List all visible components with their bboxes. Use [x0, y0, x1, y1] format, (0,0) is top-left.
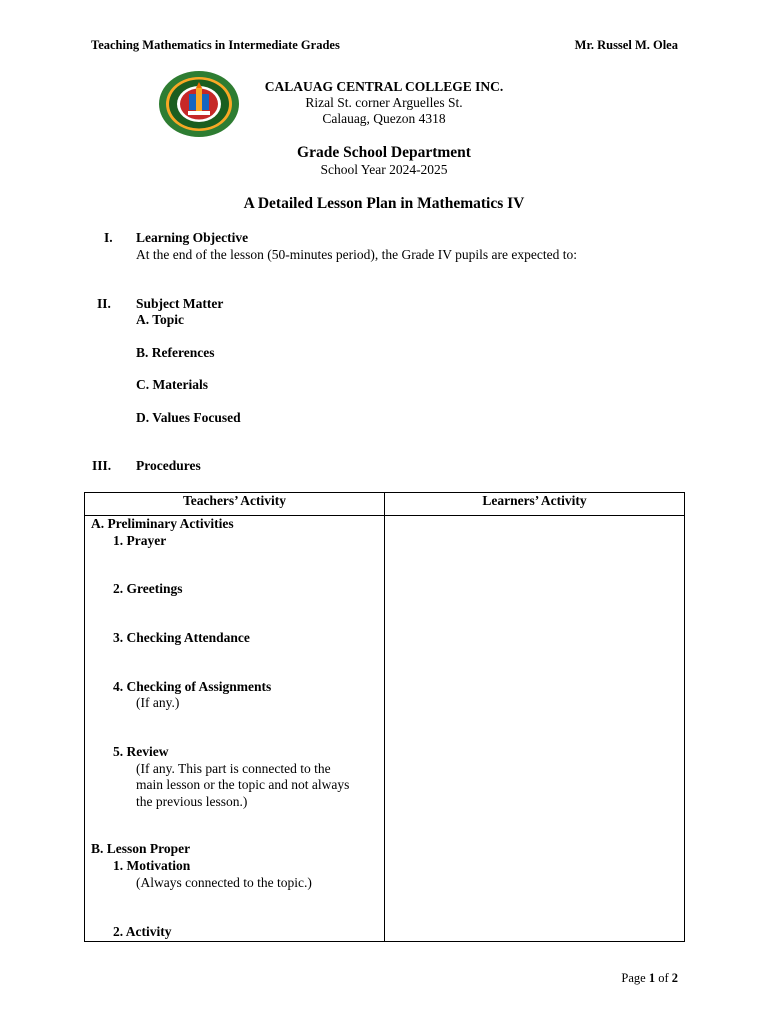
row-prayer: 1. Prayer [113, 533, 167, 548]
subject-item-topic: A. Topic [136, 312, 185, 327]
subject-item-materials: C. Materials [136, 377, 208, 392]
column-header-learners-activity: Learners’ Activity [385, 493, 685, 516]
learning-objective-text: At the end of the lesson (50-minutes period), the Grade IV pupils are expected to: [136, 247, 577, 262]
row-lesson-proper: B. Lesson Proper [91, 841, 191, 856]
row-preliminary-activities: A. Preliminary Activities [91, 516, 234, 531]
section-numeral-3: III. [92, 458, 112, 473]
row-checking-attendance: 3. Checking Attendance [113, 630, 250, 645]
row-review-note-3: the previous lesson.) [136, 794, 248, 809]
row-review-note-1: (If any. This part is connected to the [136, 761, 331, 776]
school-name: CALAUAG CENTRAL COLLEGE INC. [264, 79, 504, 94]
row-checking-assignments: 4. Checking of Assignments [113, 679, 272, 694]
section-heading-subject-matter: Subject Matter [136, 296, 224, 311]
learners-activity-cell [385, 516, 685, 942]
school-year: School Year 2024-2025 [320, 162, 448, 177]
teachers-activity-cell [85, 516, 385, 942]
footer-page-number: 1 [648, 971, 656, 985]
footer-of-word: of [658, 971, 669, 985]
section-heading-learning-objective: Learning Objective [136, 230, 249, 245]
row-review: 5. Review [113, 744, 169, 759]
school-address-line1: Rizal St. corner Arguelles St. [305, 95, 463, 110]
running-header-instructor: Mr. Russel M. Olea [574, 38, 678, 52]
page-footer [621, 971, 678, 986]
running-header-course: Teaching Mathematics in Intermediate Grades [91, 38, 340, 52]
subject-item-references: B. References [136, 345, 215, 360]
subject-item-values-focused: D. Values Focused [136, 410, 241, 425]
row-review-note-2: main lesson or the topic and not always [136, 777, 350, 792]
department-name: Grade School Department [297, 144, 471, 161]
row-greetings: 2. Greetings [113, 581, 183, 596]
footer-page-word: Page [621, 971, 646, 985]
procedures-table [84, 492, 685, 942]
section-numeral-2: II. [97, 296, 111, 311]
section-numeral-1: I. [104, 230, 113, 245]
row-motivation-note: (Always connected to the topic.) [136, 875, 312, 890]
footer-page-total: 2 [671, 971, 678, 985]
row-activity: 2. Activity [113, 924, 172, 939]
section-heading-procedures: Procedures [136, 458, 201, 473]
school-address-line2: Calauag, Quezon 4318 [322, 111, 446, 126]
column-header-teachers-activity: Teachers’ Activity [85, 493, 385, 516]
lesson-plan-title: A Detailed Lesson Plan in Mathematics IV [243, 195, 525, 212]
row-motivation: 1. Motivation [113, 858, 191, 873]
row-checking-assignments-note: (If any.) [136, 695, 180, 710]
